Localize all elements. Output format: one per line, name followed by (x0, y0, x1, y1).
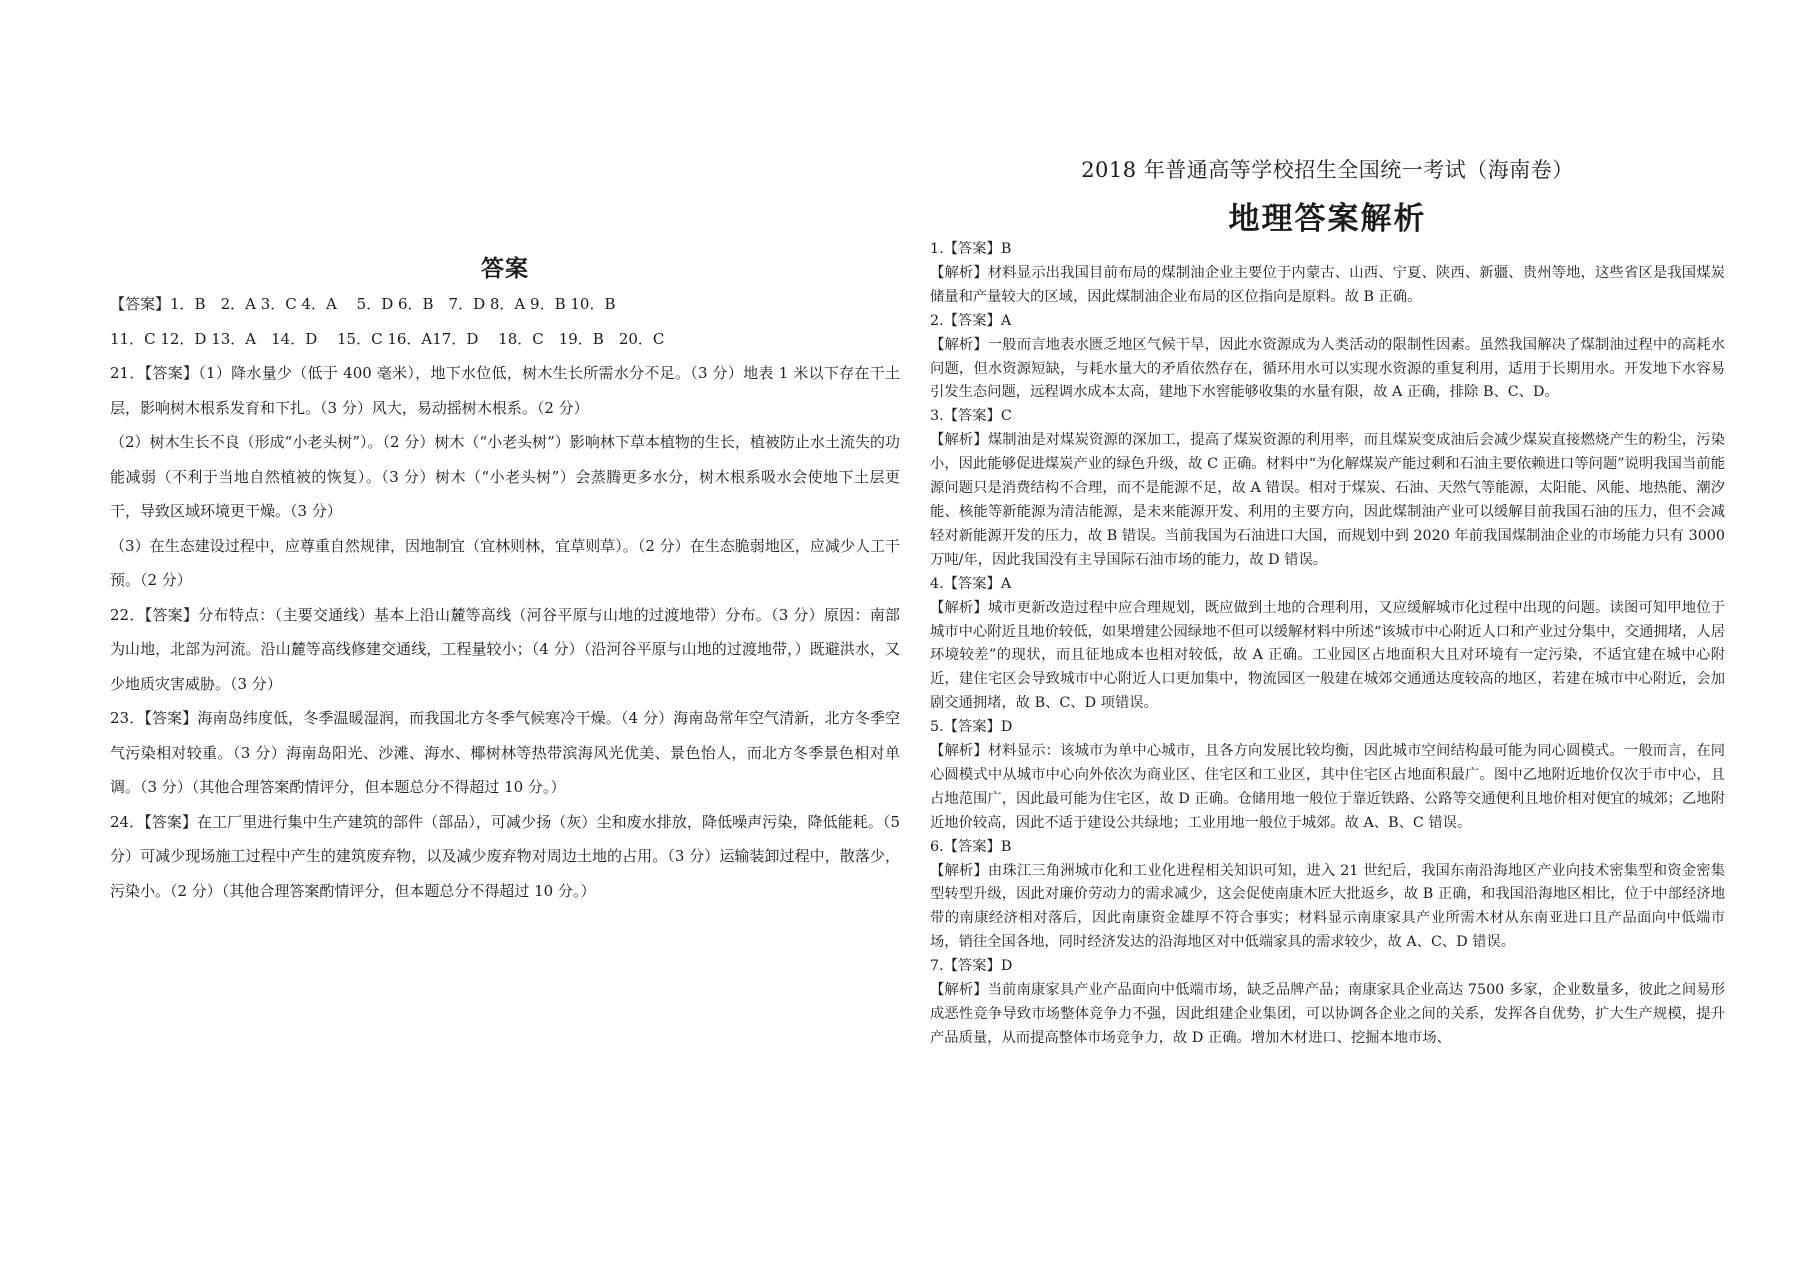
analysis-paragraph: 【解析】城市更新改造过程中应合理规划，既应做到土地的合理利用，又应缓解城市化过程中出现的问题。读图可知甲地位于城市中心附近且地价较低，如果增建公园绿地不但可以缓解材料中所述“该城市中心附近人口和产业过分集中，交通拥堵，人居环境较差”的现状，而且征地成本也相对较低，故 A 正确。工业园区占地面积大且对环境有一定污染，不适宜建在城中心附近，建住宅区会导致城市中心附近人口更加集中，物流园区一般建在城郊交通通达度较高的地区，若建在城市中心附近，会加剧交通拥堵，故 B、C、D 项错误。 (930, 599, 1725, 712)
analysis-paragraph: 【解析】材料显示：该城市为单中心城市，且各方向发展比较均衡，因此城市空间结构最可能为同心圆模式。一般而言，在同心圆模式中从城市中心向外依次为商业区、住宅区和工业区，其中住宅区占地面积最广。图中乙地附近地价仅次于市中心，且占地范围广，因此最可能为住宅区，故 D 正确。仓储用地一般位于靠近铁路、公路等交通便利且地价相对便宜的城郊；乙地附近地价较高，因此不适于建设公共绿地；工业用地一般位于城郊。故 A、B、C 错误。 (930, 743, 1725, 831)
answer-line: 11．C 12．D 13．A 14．D 15．C 16．A17．D 18．C 19．B 20．C (110, 329, 665, 348)
analysis-paragraph: 4.【答案】A (930, 575, 1012, 592)
answer-line: 21．【答案】（1）降水量少（低于 400 毫米），地下水位低，树木生长所需水分不足。（3 分）地表 1 米以下存在干土层，影响树木根系发育和下扎。（3 分）风大，易动摇树木根系。（2 分） (110, 364, 900, 417)
analysis-paragraph: 【解析】当前南康家具产业产品面向中低端市场，缺乏品牌产品；南康家具企业高达 7500 多家，企业数量多，彼此之间易形成恶性竞争导致市场整体竞争力不强，因此组建企业集团，可以协调各企业之间的关系，发挥各自优势，扩大生产规模，提升产品质量，从而提高整体市场竞争力，故 D 正确。增加木材进口、挖掘本地市场、 (930, 982, 1725, 1046)
analysis-paragraph: 3.【答案】C (930, 408, 1012, 425)
analysis-paragraph: 7.【答案】D (930, 958, 1013, 975)
document-title: 地理答案解析 (1228, 201, 1427, 237)
answers-body (110, 287, 900, 908)
answer-line: （3）在生态建设过程中，应尊重自然规律，因地制宜（宜林则林，宜草则草）。（2 分）在生态脆弱地区，应减少人工干预。（2 分） (110, 536, 900, 589)
answer-line: 24．【答案】在工厂里进行集中生产建筑的部件（部品），可减少扬（灰）尘和废水排放，降低噪声污染，降低能耗。（5 分）可减少现场施工过程中产生的建筑废弃物，以及减少废弃物对周边土地的占用。（3 分）运输装卸过程中，散落少，污染小。（2 分）（其他合理答案酌情评分，但本题总分不得超过 10 分。） (110, 812, 900, 900)
analysis-paragraph: 6.【答案】B (930, 838, 1012, 855)
answer-line: 【答案】1．B 2．A 3．C 4．A 5．D 6．B 7．D 8．A 9．B 10．B (110, 295, 616, 313)
analysis-paragraph: 1.【答案】B (930, 241, 1012, 257)
analysis-paragraph: 【解析】材料显示出我国目前布局的煤制油企业主要位于内蒙古、山西、宁夏、陕西、新疆、贵州等地，这些省区是我国煤炭储量和产量较大的区域，因此煤制油企业布局的区位指向是原料。故 B 正确。 (930, 264, 1725, 305)
analysis-paragraph: 2.【答案】A (930, 312, 1012, 329)
answer-line: （2）树木生长不良（形成“小老头树”）。（2 分）树木（“小老头树”）影响林下草本植物的生长，植被防止水土流失的功能减弱（不利于当地自然植被的恢复）。（3 分）树木（“小老头树”）会蒸腾更多水分，树木根系吸水会使地下土层更干，导致区域环境更干燥。（3 分） (110, 433, 900, 520)
analysis-paragraph: 5.【答案】D (930, 719, 1013, 736)
analysis-body (930, 238, 1725, 1051)
exam-title: 2018 年普通高等学校招生全国统一考试（海南卷） (1081, 158, 1574, 182)
answer-line: 22．【答案】分布特点：（主要交通线）基本上沿山麓等高线（河谷平原与山地的过渡地带）分布。（3 分）原因：南部为山地，北部为河流。沿山麓等高线修建交通线，工程量较小；（4 分）（沿河谷平原与山地的过渡地带，）既避洪水，又少地质灾害威胁。（3 分） (110, 605, 900, 693)
analysis-paragraph: 【解析】一般而言地表水匮乏地区气候干旱，因此水资源成为人类活动的限制性因素。虽然我国解决了煤制油过程中的高耗水问题，但水资源短缺，与耗水量大的矛盾依然存在，循环用水可以实现水资源的重复利用，适用于长期用水。开发地下水容易引发生态问题，远程调水成本太高，建地下水窖能够收集的水量有限，故 A 正确，排除 B、C、D。 (930, 336, 1725, 401)
answers-title: 答案 (481, 256, 529, 282)
analysis-paragraph: 【解析】由珠江三角洲城市化和工业化进程相关知识可知，进入 21 世纪后，我国东南沿海地区产业向技术密集型和资金密集型转型升级，因此对廉价劳动力的需求减少，这会促使南康木匠大批返乡，故 B 正确，和我国沿海地区相比，位于中部经济地带的南康经济相对落后，因此南康资金雄厚不符合事实；材料显示南康家具产业所需木材从东南亚进口且产品面向中低端市场，销往全国各地，同时经济发达的沿海地区对中低端家具的需求较少，故 A、C、D 错误。 (930, 862, 1725, 951)
analysis-paragraph: 【解析】煤制油是对煤炭资源的深加工，提高了煤炭资源的利用率，而且煤炭变成油后会减少煤炭直接燃烧产生的粉尘，污染小，因此能够促进煤炭产业的绿色升级，故 C 正确。材料中“为化解煤炭产能过剩和石油主要依赖进口等问题”说明我国当前能源问题只是消费结构不合理，而不是能源不足，故 A 错误。相对于煤炭、石油、天然气等能源，太阳能、风能、地热能、潮汐能、核能等新能源为清洁能源，是未来能源开发、利用的主要方向，因此煤制油产业可以缓解目前我国石油的压力，但不会减轻对新能源开发的压力，故 B 错误。当前我国为石油进口大国，而规划中到 2020 年前我国煤制油企业的市场能力只有 3000 万吨/年，因此我国没有主导国际石油市场的能力，故 D 错误。 (930, 432, 1725, 568)
answer-line: 23．【答案】海南岛纬度低，冬季温暖湿润，而我国北方冬季气候寒冷干燥。（4 分）海南岛常年空气清新，北方冬季空气污染相对较重。（3 分）海南岛阳光、沙滩、海水、椰树林等热带滨海风光优美、景色怡人，而北方冬季景色相对单调。（3 分）（其他合理答案酌情评分，但本题总分不得超过 10 分。） (110, 709, 900, 796)
